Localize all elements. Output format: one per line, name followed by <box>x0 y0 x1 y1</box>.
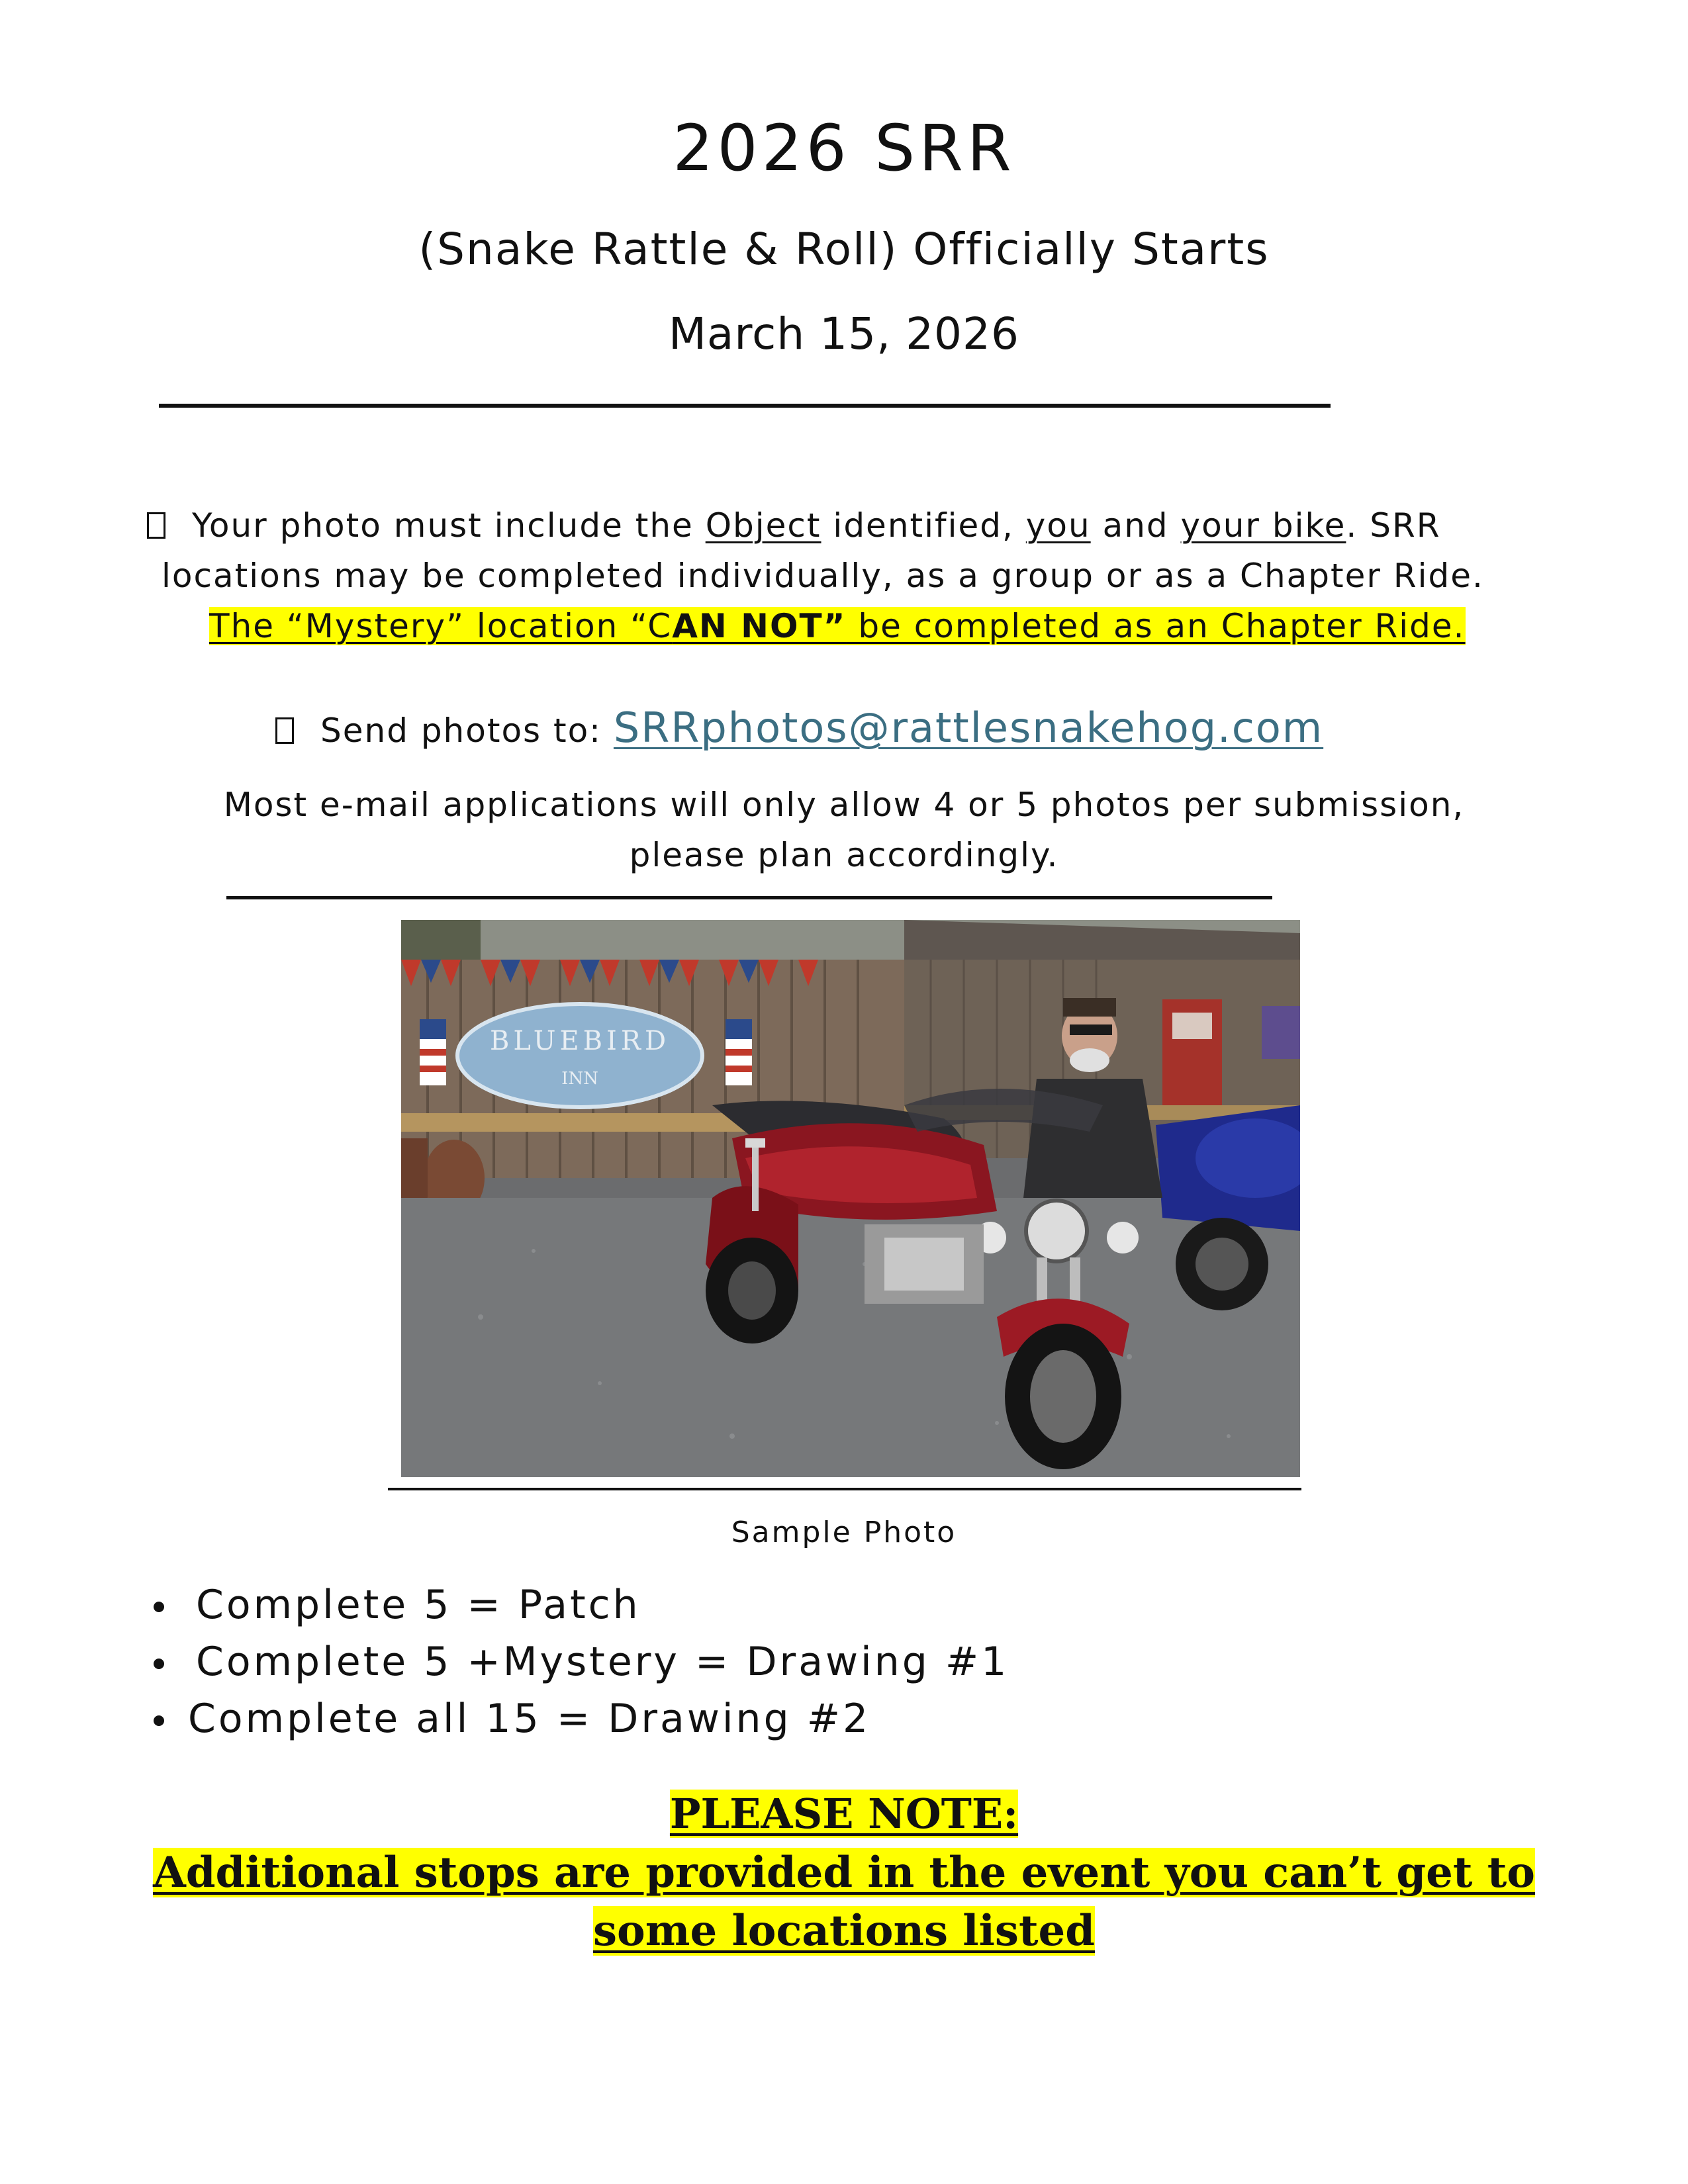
rule-text: and <box>1090 506 1181 545</box>
checkbox-bullet-icon <box>275 717 294 744</box>
photo-rule-line-1 <box>147 500 1440 551</box>
page-subtitle: (Snake Rattle & Roll) Officially Starts <box>418 224 1270 275</box>
reward-text: Complete all 15 = Drawing #2 <box>188 1696 871 1742</box>
notice-heading-wrap <box>0 1790 1688 1838</box>
mystery-rule <box>209 601 1466 651</box>
send-photos-line <box>275 703 1323 756</box>
bullet-icon <box>154 1715 164 1726</box>
divider <box>226 896 1272 899</box>
notice-line-2: some locations listed <box>593 1906 1095 1956</box>
photo-rule-line-2: locations may be completed individually, as a group or as a Chapter Ride. <box>162 557 1484 595</box>
notice-heading: PLEASE NOTE: <box>669 1790 1019 1838</box>
rule-text: . SRR <box>1346 506 1441 545</box>
photo-caption: Sample Photo <box>731 1516 957 1549</box>
bullet-icon <box>154 1602 164 1612</box>
email-note-line-1: Most e-mail applications will only allow 4 or 5 photos per submission, <box>223 786 1465 824</box>
notice-line-1: Additional stops are provided in the event you can’t get to <box>153 1848 1535 1897</box>
mystery-text: The “Mystery” location “C <box>209 607 673 645</box>
start-date: March 15, 2026 <box>668 308 1020 359</box>
email-link[interactable]: SRRphotos@rattlesnakehog.com <box>613 704 1324 752</box>
divider <box>388 1488 1301 1490</box>
send-label: Send photos to: <box>320 711 614 750</box>
notice-line-1-wrap <box>0 1848 1688 1897</box>
rule-text: identified, <box>821 506 1026 545</box>
rule-you: you <box>1025 506 1091 545</box>
email-note-line-2: please plan accordingly. <box>629 836 1059 874</box>
checkbox-bullet-icon <box>147 512 165 539</box>
reward-item <box>154 1582 641 1628</box>
bullet-icon <box>154 1659 164 1669</box>
reward-item <box>154 1639 1009 1685</box>
notice-line-2-wrap <box>0 1906 1688 1956</box>
reward-text: Complete 5 +Mystery = Drawing #1 <box>196 1639 1009 1685</box>
reward-text: Complete 5 = Patch <box>196 1582 641 1628</box>
sign-subtext: INN <box>561 1069 598 1089</box>
mystery-text: be completed as an Chapter Ride. <box>846 607 1466 645</box>
rule-object: Object <box>705 506 821 545</box>
page-title: 2026 SRR <box>673 111 1015 185</box>
mystery-emphasis: AN NOT” <box>672 607 847 645</box>
rule-text: Your photo must include the <box>192 506 706 545</box>
rule-bike: your bike <box>1180 506 1346 545</box>
reward-item <box>154 1696 870 1742</box>
divider <box>159 404 1331 408</box>
sample-photo <box>401 920 1300 1477</box>
sign-text: BLUEBIRD <box>489 1026 671 1056</box>
